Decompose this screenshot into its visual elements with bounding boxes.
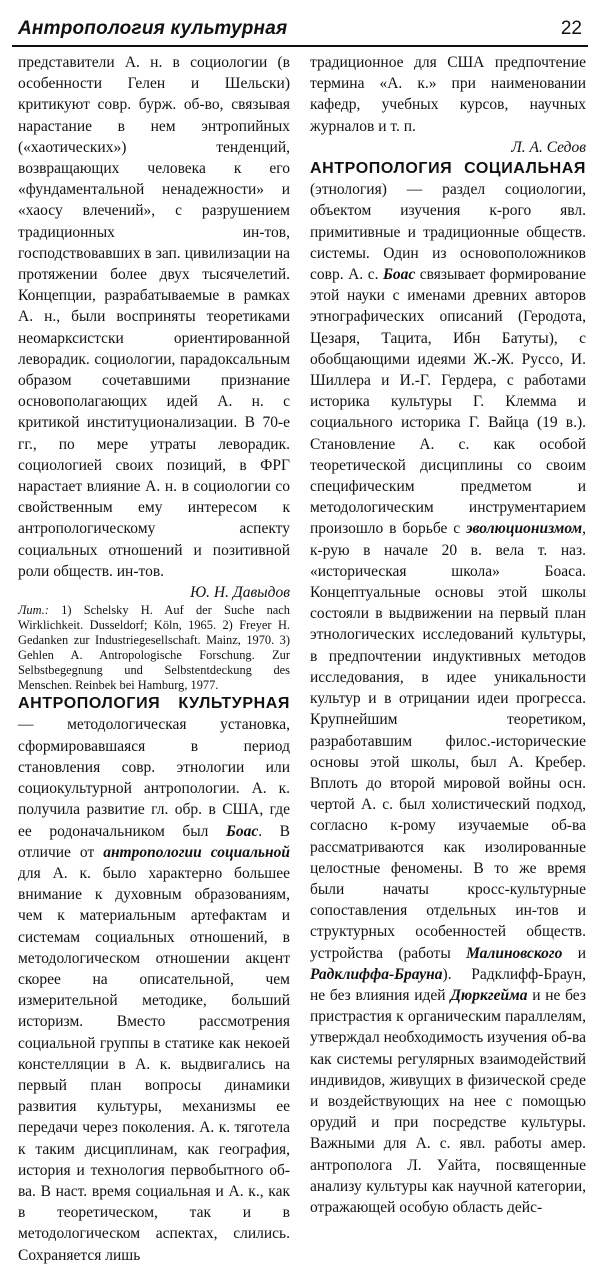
right-column (310, 52, 586, 1218)
author-signature: Ю. Н. Давыдов (190, 584, 290, 602)
entry-body: . В отличие от (18, 822, 291, 861)
cross-reference-malinowski: Малиновского (466, 944, 563, 962)
cross-reference-durkheim: Дюркгейма (450, 986, 528, 1004)
entry-body: (этнология) — раздел социологии, объектом изучения к-рого явл. примитивные и традиционные обществ. системы. Один из основоположников совр. А. с. (310, 181, 586, 284)
entry-body: методологическая установка, сформировавшаяся в период становления совр. этнологии или социокультурной антропологии. А. к. получила развитие гл. обр. в США, где ее родоначальником был (18, 716, 291, 840)
entry-body: связывает формирование этой науки с именами древних авторов этнографических описаний (Геродота, Цезаря, Тацита, Ибн Батуты), с обобщающими идеями Ж.-Ж. Руссо, И. Шиллера и И.-Г. Гердера, с работами историка культуры Г. Клемма и социального историка Г. Вайца (19 в.). Становление А. с. как особой теоретической дисциплины со своим специфическим предметом и методологическим инструментарием произошло в борьбе с (310, 266, 586, 538)
left-column (18, 52, 290, 1266)
entry-body: , к-рую в начале 20 в. вела т. наз. «историческая школа» Боаса. Концептуальные основы этой школы состояли в выдвижении на первый план этнологических исследований культуры, в предпочтении индуктивных методов исследования, в идее уникальности культур и в отрицании идеи прогресса. Крупнейшим теоретиком, разработавшим филос.-исторические основы этой школы, был А. Кребер. Вплоть до второй мировой войны осн. чертой А. с. был холистический подход, согласно к-рому изучаемые об-ва рассматриваются как изолированные целостные феномены. В то же время были начаты кросс-культурные сопоставления отдельных ин-тов и структурных особенностей обществ. устройства (работы (310, 520, 586, 962)
entry-body: и (562, 944, 587, 962)
page-number: 22 (560, 18, 582, 39)
entry-dash: — (18, 716, 34, 734)
page-header (12, 12, 588, 46)
entry-body: для А. к. было характерно большее внимание к духовным образованиям, чем к материальным артефактам и системам социальных отношений, в методологическом отношении акцент скорее на описательной, чем измерительной методике, больший историзм. Вместо рассмотрения социальной группы в статике как некоей констелляции в А. к. выдвигались на первый план вопросы динамики развития культуры, механизмы ее передачи через поколения. А. к. тяготела к таким дисциплинам, как география, история и технология первобытного об-ва. В наст. время социальная и А. к., как в теоретическом, так и в методологическом аспектах, слились. Сохраняется лишь (18, 864, 290, 1264)
continuation-text: традиционное для США предпочтение термина «А. к.» при наименовании кафедр, учебных курсов, научных журналов и т. п. (310, 54, 586, 135)
entry-social-anthropology (310, 158, 586, 1218)
cross-reference-evolutionism: эволюционизмом (466, 520, 583, 538)
entry-body: ). Радклифф-Браун, не без влияния идей (310, 965, 586, 1004)
literature-label: Лит.: (18, 603, 49, 618)
entry-title: АНТРОПОЛОГИЯ КУЛЬТУРНАЯ (18, 695, 290, 713)
header-rule (12, 45, 588, 47)
literature-list (18, 603, 290, 693)
continuation-text: представители А. н. в социологии (в особенности Гелен и Шельски) критикуют совр. бурж. об-во, связывая нарастание в нем энтропийных («хаотических») тенденций, возвращающих человека к его «фундаментальной ненадежности» и «хаосу влечений», с разрушением традиционных ин-тов, господствовавших в зап. цивилизации на протяжении более двух тысячелетий. Концепции, разрабатываемые в рамках А. н., были восприняты теоретиками неомарксистски ориентированной леворадик. социологии, парадоксальным образом сочетавшими признание основополагающих идей А. н. с критикой институционализации. В 70-е гг., по мере утраты леворадик. социологией своих позиций, в ФРГ нарастает влияние А. н. в социологии со свойственным ему интересом к антропологическому аспекту социальных отношений и позитивной роли обществ. ин-тов. (18, 54, 290, 580)
entry-cultural-anthropology (18, 693, 290, 1265)
cross-reference-social-anthropology: антропологии социальной (103, 843, 290, 861)
cross-reference-radcliffe-brown: Радклиффа-Брауна (310, 965, 443, 983)
author-signature: Л. А. Седов (511, 138, 586, 156)
entry-title: АНТРОПОЛОГИЯ СОЦИАЛЬНАЯ (310, 160, 586, 178)
running-title: Антропология культурная (18, 18, 288, 39)
entry-body: и не без пристрастия к органическим параллелям, утверждал необходимость изучения об-ва как системы регулярных взаимодействий индивидов, живущих в физической среде и воздействующих на нее с помощью орудий и при посредстве культуры. Важными для А. с. явл. работы амер. антрополога Л. Уайта, посвященные анализу культуры как научной категории, отражающей особую область дейс- (310, 986, 586, 1216)
cross-reference-boas: Боас (225, 822, 259, 840)
cross-reference-boas: Боас (383, 266, 416, 284)
literature-text: 1) Schelsky H. Auf der Suche nach Wirklichkeit. Dusseldorf; Köln, 1965. 2) Freyer H. Gedanken zur Industriegesellschaft. Mainz, 1970. 3) Gehlen A. Antropologische Forschung. Zur Selbstbegegnung und Selbstentdeckung des Menschen. Reinbek bei Hamburg, 1977. (18, 603, 290, 693)
